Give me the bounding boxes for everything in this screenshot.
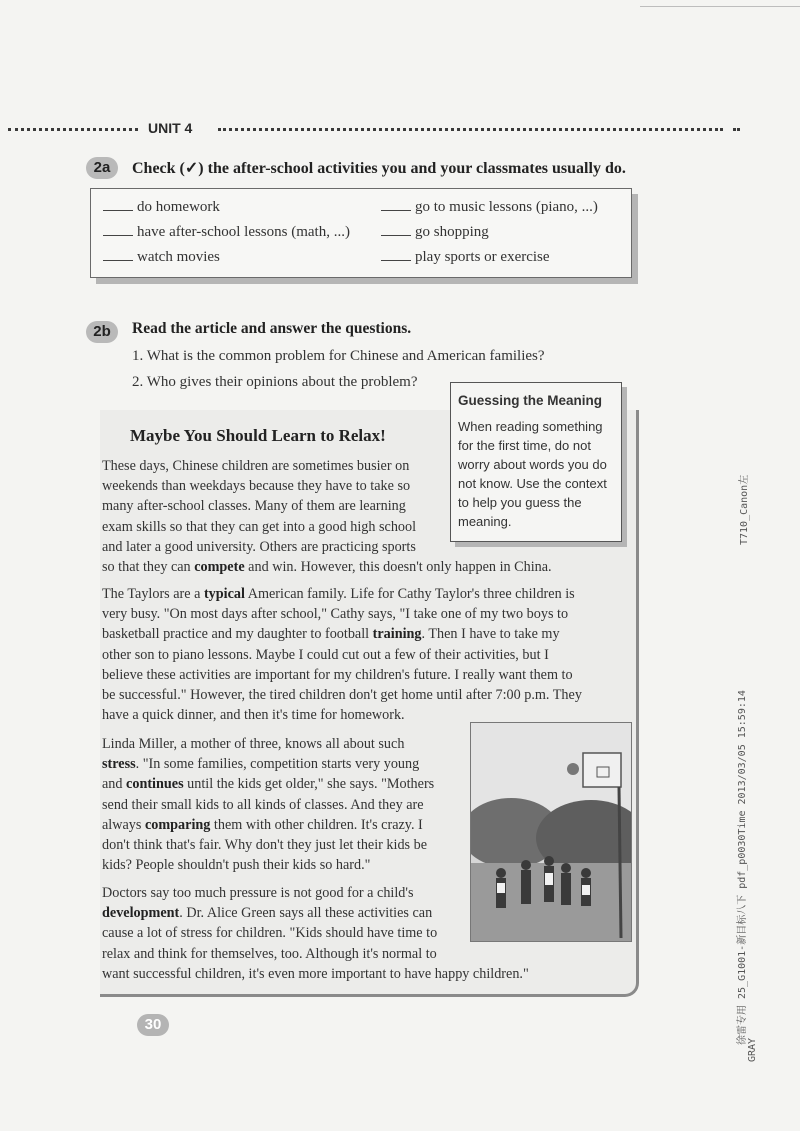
article-line: other son to piano lessons. Maybe I could cut out a few of their activities, but I [102,646,549,663]
question-2: 2. Who gives their opinions about the problem? [132,374,418,390]
margin-print-gray: GRAY [747,1037,758,1062]
tip-body: When reading something for the first time, do not worry about words you do not know. Use the context to help you guess the meaning. [458,419,607,529]
vocab-word: stress [102,756,136,773]
basketball-photo [470,722,632,942]
dotted-rule-left [8,128,138,131]
check-blank[interactable] [381,200,411,211]
article-line: have a quick dinner, and then it's time for homework. [102,707,405,724]
article-line: Doctors say too much pressure is not good for a child's [102,885,414,901]
article-line: basketball practice and my daughter to football training. Then I have to take my [102,626,560,643]
tip-title: Guessing the Meaning [458,393,603,408]
article-line: many after-school classes. Many of them are learning [102,498,406,515]
dotted-rule-end [733,128,737,131]
section-2a-instruction: Check (✓) the after-school activities you and your classmates usually do. [132,160,626,177]
unit-header [8,118,738,140]
vocab-word: training [372,626,422,643]
article-title: Maybe You Should Learn to Relax! [130,426,386,445]
article-line: very busy. "On most days after school," Cathy says, "I take one of my two boys to [102,606,569,623]
section-2a-badge: 2a [86,157,118,179]
vocab-word: compete [194,559,245,575]
article-line: believe these activities are important for my children's future. I really want them to [102,666,573,683]
article-line: Linda Miller, a mother of three, knows all about such [102,736,405,752]
vocab-word: typical [203,586,245,602]
article-line: don't think that's fair. Why don't they just let their kids be [102,837,428,853]
article-line: These days, Chinese children are sometimes busier on [102,458,410,474]
margin-print-lower: 徐雷专用 25_G1001-新目标八下 pdf_p0030Time 2013/03/05 15:59:14 [737,690,748,1045]
article-line: development. Dr. Alice Green says all these activities can [102,905,433,922]
article-line: and continues until the kids get older," she says. "Mothers [102,776,435,793]
article-line: and later a good university. Others are practicing sports [102,538,416,555]
basketball-illustration [471,723,631,941]
article-line: so that they can compete and win. However, this doesn't only happen in China. [102,559,552,575]
check-blank[interactable] [381,225,411,236]
question-1: 1. What is the common problem for Chinese and American families? [132,348,545,364]
unit-label: UNIT 4 [148,120,193,136]
checklist-item[interactable]: go to music lessons (piano, ...) [381,199,598,216]
article-line: cause a lot of stress for children. "Kids should have time to [102,925,438,942]
article-line: kids? People shouldn't push their kids so hard." [102,857,371,874]
checklist-item[interactable]: do homework [103,199,220,216]
check-blank[interactable] [381,250,411,261]
vocab-word: comparing [144,816,211,833]
vocab-word: development [102,905,180,922]
article-line: send their small kids to all kinds of classes. And they are [102,796,424,813]
checklist-item[interactable]: have after-school lessons (math, ...) [103,224,350,241]
article-line: be successful." However, the tired children don't get home until after 7:00 p.m. They [102,687,582,703]
vocab-word: continues [126,776,184,793]
article-line: want successful children, it's even more important to have happy children." [102,965,529,982]
article-line: stress. "In some families, competition starts very young [102,756,420,773]
check-blank[interactable] [103,200,133,211]
checklist-item[interactable]: go shopping [381,224,489,241]
section-2b-badge: 2b [86,321,118,343]
checklist-item[interactable]: watch movies [103,249,220,266]
tip-box [450,382,622,542]
margin-print-upper: T710_Canon左 [739,474,750,545]
article-line: weekends than weekdays because they have to take so [102,478,411,495]
check-blank[interactable] [103,225,133,236]
article-line: The Taylors are a typical American family. Life for Cathy Taylor's three children is [102,586,575,602]
checklist-item[interactable]: play sports or exercise [381,249,550,266]
activities-checklist [90,188,632,278]
article-line: relax and think for themselves, too. Although it's normal to [102,945,437,962]
dotted-rule-right [218,128,723,131]
page-number: 30 [137,1014,169,1036]
section-2b-instruction: Read the article and answer the questions. [132,320,412,337]
top-rule [640,6,800,7]
article-line: always comparing them with other children. It's crazy. I [102,816,423,833]
check-blank[interactable] [103,250,133,261]
article-line: exam skills so that they can get into a good high school [102,518,417,535]
